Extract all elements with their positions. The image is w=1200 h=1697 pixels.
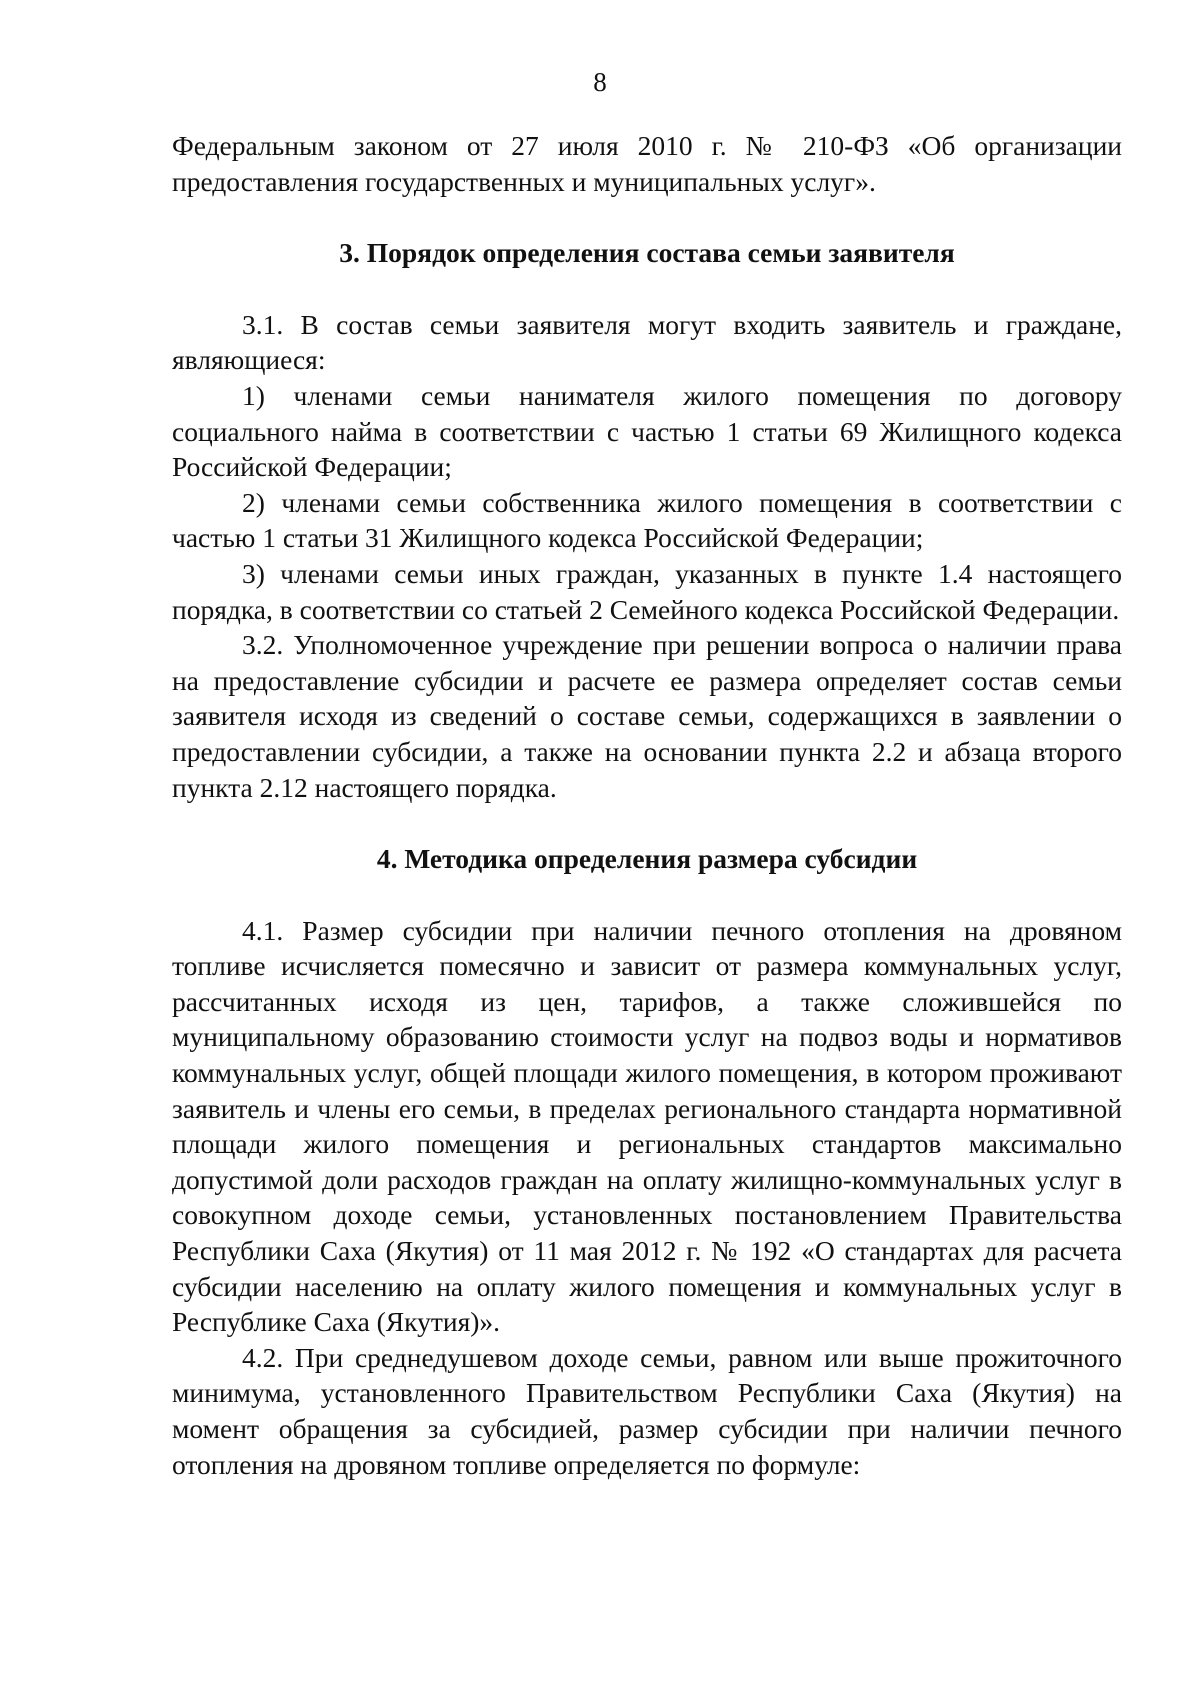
list-item-3-1-3: 3) членами семьи иных граждан, указанных в пункте 1.4 настоящего порядка, в соответствии со статьей 2 Семейного кодекса Российской Федерации. (172, 557, 1122, 625)
list-item-3-1-2: 2) членами семьи собственника жилого помещения в соответствии с частью 1 статьи 31 Жилищного кодекса Российской Федерации; (172, 486, 1122, 554)
page-number: 8 (593, 67, 607, 97)
paragraph-4-1: 4.1. Размер субсидии при наличии печного отопления на дровяном топливе исчисляется помесячно и зависит от размера коммунальных услуг, рассчитанных исходя из цен, тарифов, а также сложившейся по муниципальному образованию стоимости услуг на подвоз воды и нормативов коммунальных услуг, общей площади жилого помещения, в котором проживают заявитель и члены его семьи, в пределах регионального стандарта нормативной площади жилого помещения и региональных стандартов максимально допустимой доли расходов граждан на оплату жилищно-коммунальных услуг в совокупном доходе семьи, установленных постановлением Правительства Республики Саха (Якутия) от 11 мая 2012 г. № 192 «О стандартах для расчета субсидии населению на оплату жилого помещения и коммунальных услуг в Республике Саха (Якутия)». (172, 914, 1122, 1338)
intro-paragraph: Федеральным законом от 27 июля 2010 г. № 210-ФЗ «Об организации предоставления государственных и муниципальных услуг». (172, 130, 1122, 197)
section-4-heading: 4. Методика определения размера субсидии (376, 843, 918, 875)
list-item-3-1-1: 1) членами семьи нанимателя жилого помещения по договору социального найма в соответствии с частью 1 статьи 69 Жилищного кодекса Российской Федерации; (172, 379, 1122, 483)
section-3-heading: 3. Порядок определения состава семьи заявителя (339, 237, 955, 269)
paragraph-3-1: 3.1. В состав семьи заявителя могут входить заявитель и граждане, являющиеся: (172, 308, 1122, 376)
document-body (172, 128, 1122, 1482)
paragraph-4-2: 4.2. При среднедушевом доходе семьи, равном или выше прожиточного минимума, установленного Правительством Республики Саха (Якутия) на момент обращения за субсидией, размер субсидии при наличии печного отопления на дровяном топливе определяется по формуле: (172, 1341, 1122, 1480)
paragraph-3-2: 3.2. Уполномоченное учреждение при решении вопроса о наличии права на предоставление субсидии и расчете ее размера определяет состав семьи заявителя исходя из сведений о составе семьи, содержащихся в заявлении о предоставлении субсидии, а также на основании пункта 2.2 и абзаца второго пункта 2.12 настоящего порядка. (172, 629, 1122, 803)
